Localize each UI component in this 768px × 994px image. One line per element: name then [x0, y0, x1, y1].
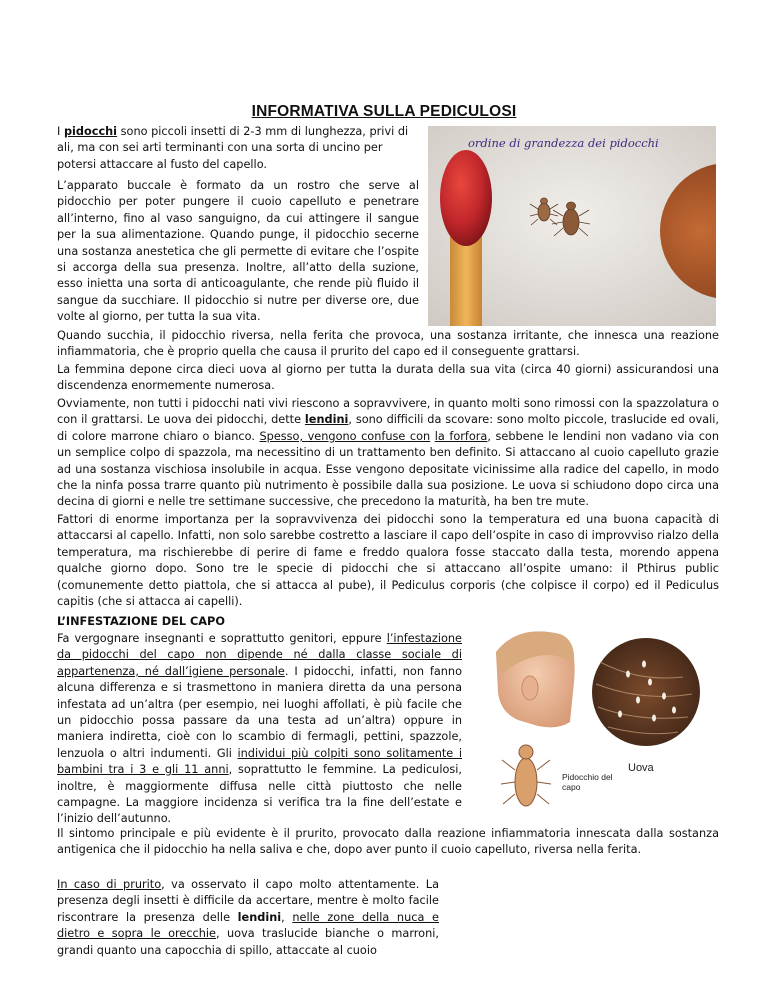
symptom-paragraph: Il sintomo principale e più evidente è il prurito, provocato dalla reazione infiammatoria innescata dalla sostanza antigenica che il pidocchio ha nella saliva e che, dopo aver punto il cuoio capelluto, riversa nella ferita. — [57, 827, 719, 857]
lendini-text-d: , sebbene le lendini non vadano via con un semplice colpo di spazzola, ma necessitino di un trattamento ben definito. Si attaccano al cuoio capelluto grazie ad una sostanza vischiosa insolubile in acqua. Esse vengono depositate vicinissime alla radice del capello, in modo che la ninfa possa trarre quanto più nutrimento è possibile dalla sua posizione. Le uova si schiudono dopo circa una decina di giorni e nelle tre settimane successive, che precedono la maturità, ha ben tre mute. — [57, 429, 720, 509]
lendini-bold: lendini — [237, 910, 282, 924]
head-lice-figure — [478, 622, 710, 818]
lendini-link[interactable]: lendini — [304, 413, 349, 427]
section-heading: L’INFESTAZIONE DEL CAPO — [57, 615, 225, 628]
zones-link[interactable]: nelle zone della nuca e dietro e sopra le orecchie — [57, 910, 439, 941]
lendini-text-a: Ovviamente, non tutti i pidocchi nati vivi riescono a sopravvivere, in quanto molti sono rimossi con la spazzolatura o con il grattarsi. Le uova dei pidocchi, dette — [57, 397, 719, 427]
mouthparts-paragraph: L’apparato buccale è formato da un rostro che serve al pidocchio per poter pungere il cuoio capelluto e penetrare all’interno, fino al vaso sanguigno, da cui attingere il sangue per la sua alimentazione. Quando punge, il pidocchio secerne una sostanza anestetica che gli permette di evitare che l’ospite si accorga della sua presenza. Inoltre, all’atto della suzione, esso inietta una sorta di anticoagulante, che rende più fluido il sangue da succhiare. Il pidocchio si nutre per diverse ore, due volte al giorno, per tutta la sua vita. — [57, 179, 419, 324]
intro-text-rest: sono piccoli insetti di 2-3 mm di lunghezza, privi di ali, ma con sei arti terminanti con una sorta di uncino per potersi attaccare al fusto del capello. — [57, 125, 409, 171]
infestation-text-c: , soprattutto le femmine. La pediculosi, inoltre, è maggiormente diffusa nelle città piuttosto che nelle campagne. La maggiore incidenza si verifica tra la fine dell’estate e l’inizio dell’autunno. — [57, 763, 462, 826]
children-link[interactable]: individui più colpiti sono solitamente i bambini tra i 3 e gli 11 anni — [57, 746, 462, 777]
intro-paragraph — [57, 124, 419, 173]
dandruff-confusion-link[interactable]: Spesso, vengono confuse con — [259, 429, 431, 443]
eggs-paragraph: La femmina depone circa dieci uova al giorno per tutta la durata della sua vita (circa 40 giorni) assicurandosi una discendenza enormemente numerosa. — [57, 363, 719, 393]
hygiene-link[interactable]: l’infestazione da pidocchi del capo non dipende né dalla classe sociale di appartenenza, né dall’igiene personale — [57, 632, 462, 678]
inspection-text-c: , uova traslucide bianche o marroni, grandi quanto una capocchia di spillo, attaccate al cuoio — [57, 927, 439, 957]
lice-size-figure — [428, 126, 716, 326]
child-ear — [522, 676, 538, 700]
louse-label: Pidocchio del capo — [562, 772, 613, 792]
irritation-paragraph: Quando succhia, il pidocchio riversa, nella ferita che provoca, una sostanza irritante, che innesca una reazione infiammatoria, che è proprio quella che causa il prurito del capo ed il conseguente grattarsi. — [57, 329, 719, 359]
eggs-label: Uova — [628, 762, 654, 774]
inspection-text-b: , — [281, 910, 293, 924]
match-head — [440, 150, 492, 246]
lendini-text-b: , sono difficili da scovare: sono molto piccole, traslucide ed ovali, di colore marrone chiaro o bianco. — [57, 413, 719, 443]
lendini-paragraph — [57, 396, 719, 511]
page-title: INFORMATIVA SULLA PEDICULOSI — [251, 103, 517, 120]
figure-caption: ordine di grandezza dei pidocchi — [468, 136, 659, 150]
infestation-text-b: . I pidocchi, infatti, non fanno alcuna differenza e si trasmettono in maniera diretta da una persona infestata ad un’altra (per esempio, nei luoghi affollati, è più facile che un pidocchio possa passare da una testa ad un’altra) oppure in maniera indiretta, cioè con lo scambio di fermagli, pettini, spazzole, lenzuola o altri indumenti. Gli — [57, 664, 462, 760]
survival-paragraph: Fattori di enorme importanza per la sopravvivenza dei pidocchi sono la temperatura ed una buona capacità di attaccarsi al capello. Infatti, non solo sarebbe costretto a lasciare il capo dell’ospite in caso di improvviso rialzo della temperatura, ma rischierebbe di perire di fame e freddo qualora fosse staccato dalla testa, morendo appena qualche giorno dopo. Sono tre le specie di pidocchi che si attaccano all’ospite umano: il Pthirus public (comunemente detto piattola, che si attacca al pube), il Pediculus corporis (che colpisce il corpo) ed il Pediculus capitis (che si attacca ai capelli). — [57, 513, 719, 609]
infestation-paragraph — [57, 631, 462, 828]
inspection-paragraph — [57, 877, 439, 959]
inspection-text-a: , va osservato il capo molto attentamente. La presenza degli insetti è difficile da accertare, mentre è molto facile riscontrare la presenza delle — [57, 878, 439, 924]
zoom-circle — [592, 638, 700, 746]
forfora-link[interactable]: la forfora — [434, 429, 488, 443]
infestation-text-a: Fa vergognare insegnanti e soprattutto genitori, eppure — [57, 632, 387, 645]
lice-size-image — [428, 126, 716, 326]
intro-text: I — [57, 125, 64, 138]
pidocchi-link[interactable]: pidocchi — [63, 125, 118, 138]
itching-link[interactable]: In caso di prurito — [57, 878, 162, 891]
